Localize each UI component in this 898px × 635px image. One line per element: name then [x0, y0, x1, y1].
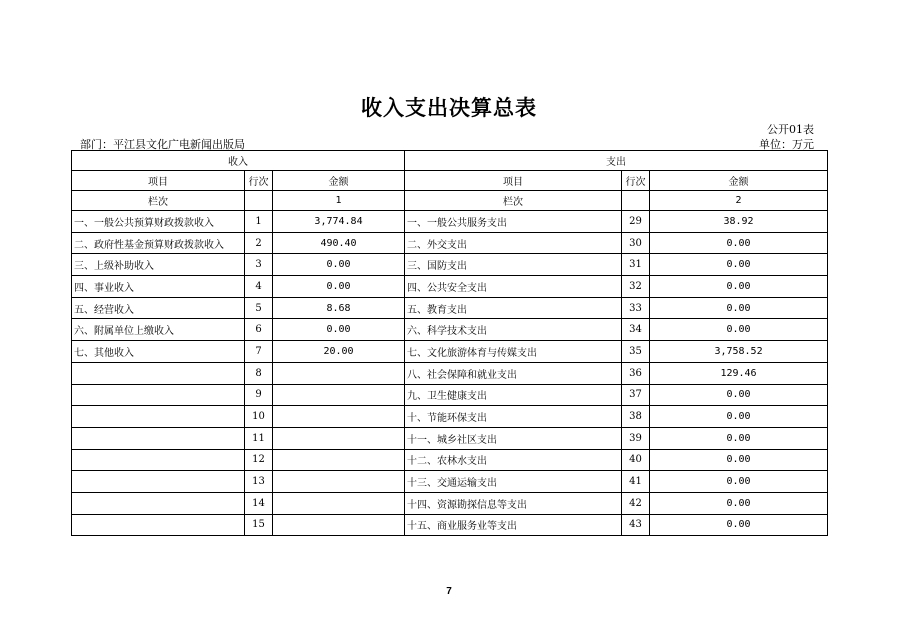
expense-header: 支出: [405, 151, 828, 171]
empty-cell: [245, 191, 273, 211]
expense-item-header: 项目: [405, 171, 622, 191]
budget-table: [71, 150, 828, 536]
income-amount-cell: 3,774.84: [273, 211, 405, 233]
table-body: [72, 211, 828, 536]
expense-amount-cell: 0.00: [650, 319, 828, 341]
table-row: [72, 319, 828, 341]
income-amount-cell: 0.00: [273, 254, 405, 276]
expense-item-cell: 一、一般公共服务支出: [405, 211, 622, 233]
table-row: [72, 211, 828, 233]
expense-row-no-cell: 33: [622, 297, 650, 319]
department-label: 部门：平江县文化广电新闻出版局: [80, 138, 245, 151]
expense-amount-cell: 0.00: [650, 384, 828, 406]
table-row: [72, 341, 828, 363]
income-amount-cell: 0.00: [273, 276, 405, 298]
income-amount-cell: [273, 471, 405, 493]
expense-row-no-cell: 36: [622, 362, 650, 384]
expense-item-cell: 三、国防支出: [405, 254, 622, 276]
income-row-no-cell: 12: [245, 449, 273, 471]
income-row-no-cell: 6: [245, 319, 273, 341]
expense-amount-cell: 0.00: [650, 449, 828, 471]
expense-item-cell: 七、文化旅游体育与传媒支出: [405, 341, 622, 363]
table-row: [72, 492, 828, 514]
expense-item-cell: 八、社会保障和就业支出: [405, 362, 622, 384]
income-amount-cell: [273, 406, 405, 428]
expense-row-no-cell: 39: [622, 427, 650, 449]
income-item-cell: [72, 384, 245, 406]
income-row-no-cell: 3: [245, 254, 273, 276]
income-item-cell: 五、经营收入: [72, 297, 245, 319]
expense-item-cell: 十二、农林水支出: [405, 449, 622, 471]
table-row: [72, 297, 828, 319]
income-item-cell: [72, 492, 245, 514]
expense-item-cell: 十三、交通运输支出: [405, 471, 622, 493]
income-amount-header: 金额: [273, 171, 405, 191]
table-row: [72, 384, 828, 406]
income-item-cell: 二、政府性基金预算财政拨款收入: [72, 232, 245, 254]
income-row-no-cell: 2: [245, 232, 273, 254]
income-header: 收入: [72, 151, 405, 171]
empty-cell: [622, 191, 650, 211]
expense-amount-header: 金额: [650, 171, 828, 191]
expense-amount-cell: 0.00: [650, 492, 828, 514]
income-item-cell: 六、附属单位上缴收入: [72, 319, 245, 341]
expense-item-cell: 十一、城乡社区支出: [405, 427, 622, 449]
income-item-cell: 四、事业收入: [72, 276, 245, 298]
table-row: [72, 362, 828, 384]
income-row-no-cell: 14: [245, 492, 273, 514]
income-row-no-cell: 11: [245, 427, 273, 449]
page-title: 收入支出决算总表: [361, 96, 537, 120]
income-row-no-cell: 9: [245, 384, 273, 406]
column-header-row: [72, 171, 828, 191]
expense-row-no-cell: 32: [622, 276, 650, 298]
expense-row-no-cell: 38: [622, 406, 650, 428]
income-item-cell: [72, 449, 245, 471]
expense-item-cell: 十四、资源勘探信息等支出: [405, 492, 622, 514]
income-amount-cell: 0.00: [273, 319, 405, 341]
expense-row-no-cell: 35: [622, 341, 650, 363]
expense-item-cell: 五、教育支出: [405, 297, 622, 319]
expense-row-no-cell: 42: [622, 492, 650, 514]
income-amount-cell: [273, 449, 405, 471]
income-item-cell: [72, 471, 245, 493]
expense-amount-cell: 0.00: [650, 232, 828, 254]
income-row-no-cell: 4: [245, 276, 273, 298]
table-row: [72, 449, 828, 471]
expense-row-no-cell: 30: [622, 232, 650, 254]
income-amount-cell: [273, 427, 405, 449]
table-row: [72, 514, 828, 536]
income-row-no-cell: 7: [245, 341, 273, 363]
expense-amount-cell: 0.00: [650, 514, 828, 536]
table-row: [72, 254, 828, 276]
expense-item-cell: 二、外交支出: [405, 232, 622, 254]
expense-row-no-cell: 37: [622, 384, 650, 406]
income-amount-cell: 8.68: [273, 297, 405, 319]
income-item-cell: [72, 514, 245, 536]
expense-row-no-header: 行次: [622, 171, 650, 191]
income-item-cell: 三、上级补助收入: [72, 254, 245, 276]
expense-row-no-cell: 41: [622, 471, 650, 493]
table-row: [72, 406, 828, 428]
table-row: [72, 471, 828, 493]
expense-amount-cell: 0.00: [650, 297, 828, 319]
expense-amount-cell: 0.00: [650, 254, 828, 276]
section-header-row: [72, 151, 828, 171]
income-amount-cell: [273, 362, 405, 384]
expense-amount-cell: 3,758.52: [650, 341, 828, 363]
table-row: [72, 276, 828, 298]
income-item-cell: 七、其他收入: [72, 341, 245, 363]
expense-amount-cell: 0.00: [650, 406, 828, 428]
expense-column-number: 2: [650, 191, 828, 211]
income-item-cell: 一、一般公共预算财政拨款收入: [72, 211, 245, 233]
income-row-no-cell: 5: [245, 297, 273, 319]
expense-item-cell: 六、科学技术支出: [405, 319, 622, 341]
table-row: [72, 232, 828, 254]
income-row-no-cell: 15: [245, 514, 273, 536]
expense-amount-cell: 0.00: [650, 276, 828, 298]
expense-item-cell: 四、公共安全支出: [405, 276, 622, 298]
expense-amount-cell: 0.00: [650, 471, 828, 493]
expense-item-cell: 十五、商业服务业等支出: [405, 514, 622, 536]
income-item-cell: [72, 406, 245, 428]
expense-column-no-label: 栏次: [405, 191, 622, 211]
income-row-no-cell: 13: [245, 471, 273, 493]
column-number-row: [72, 191, 828, 211]
expense-amount-cell: 0.00: [650, 427, 828, 449]
expense-row-no-cell: 29: [622, 211, 650, 233]
income-row-no-cell: 8: [245, 362, 273, 384]
income-item-cell: [72, 362, 245, 384]
income-row-no-cell: 10: [245, 406, 273, 428]
income-amount-cell: [273, 384, 405, 406]
expense-row-no-cell: 40: [622, 449, 650, 471]
expense-amount-cell: 129.46: [650, 362, 828, 384]
income-row-no-header: 行次: [245, 171, 273, 191]
expense-amount-cell: 38.92: [650, 211, 828, 233]
expense-row-no-cell: 31: [622, 254, 650, 276]
page-number: 7: [446, 586, 452, 597]
table-row: [72, 427, 828, 449]
expense-item-cell: 九、卫生健康支出: [405, 384, 622, 406]
income-amount-cell: 20.00: [273, 341, 405, 363]
expense-row-no-cell: 34: [622, 319, 650, 341]
unit-label: 单位：万元: [759, 138, 814, 151]
income-row-no-cell: 1: [245, 211, 273, 233]
income-column-no-label: 栏次: [72, 191, 245, 211]
expense-item-cell: 十、节能环保支出: [405, 406, 622, 428]
income-amount-cell: 490.40: [273, 232, 405, 254]
form-number: 公开01表: [767, 123, 814, 136]
expense-row-no-cell: 43: [622, 514, 650, 536]
income-item-cell: [72, 427, 245, 449]
income-item-header: 项目: [72, 171, 245, 191]
income-amount-cell: [273, 514, 405, 536]
income-amount-cell: [273, 492, 405, 514]
income-column-number: 1: [273, 191, 405, 211]
